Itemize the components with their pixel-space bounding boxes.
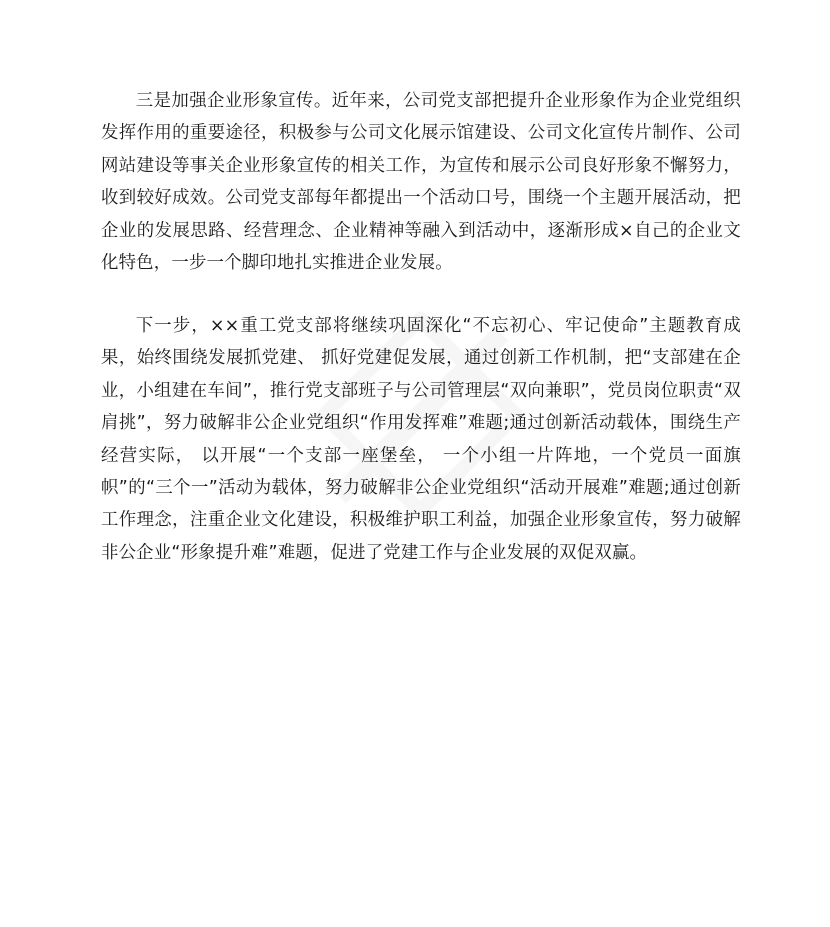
paragraph-corporate-image: 三是加强企业形象宣传。近年来，公司党支部把提升企业形象作为企业党组织发挥作用的重要途径，积极参与公司文化展示馆建设、公司文化宣传片制作、公司网站建设等事关企业形象宣传的相关工作，为宣传和展示公司良好形象不懈努力，收到较好成效。公司党支部每年都提出一个活动口号，围绕一个主题开展活动，把企业的发展思路、经营理念、企业精神等融入到活动中，逐渐形成×自己的企业文化特色，一步一个脚印地扎实推进企业发展。 (101, 91, 741, 274)
paragraph-next-steps: 下一步，××重工党支部将继续巩固深化“不忘初心、牢记使命”主题教育成果，始终围绕发展抓党建、 抓好党建促发展，通过创新工作机制，把“支部建在企业，小组建在车间”，推行党支部班子与公司管理层“双向兼职”，党员岗位职责“双肩挑”，努力破解非公企业党组织“作用发挥难”难题;通过创新活动载体，围绕生产经营实际， 以开展“一个支部一座堡垒， 一个小组一片阵地，一个党员一面旗帜”的“三个一”活动为载体，努力破解非公企业党组织“活动开展难”难题;通过创新工作理念，注重企业文化建设，积极维护职工利益，加强企业形象宣传，努力破解非公企业“形象提升难”难题，促进了党建工作与企业发展的双促双赢。 (101, 316, 741, 563)
